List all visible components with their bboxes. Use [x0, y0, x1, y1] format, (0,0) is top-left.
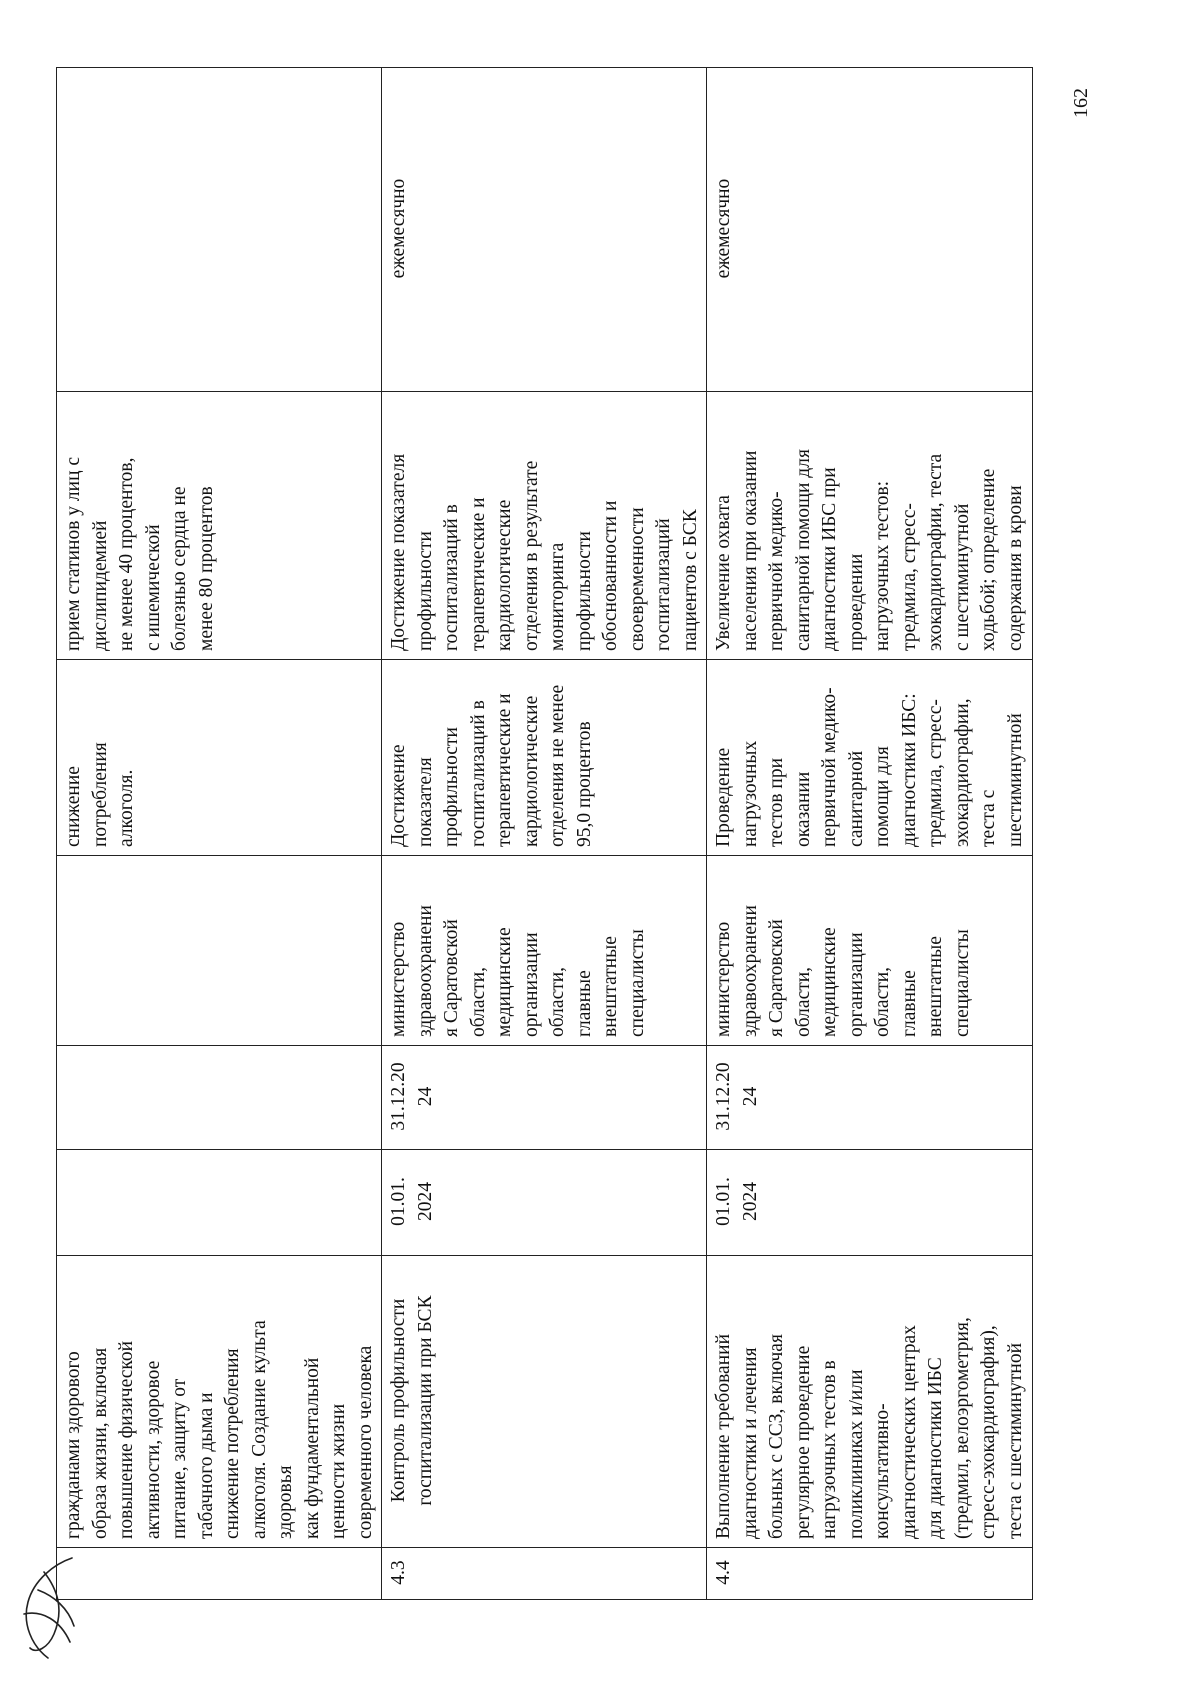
start-date-cell: 01.01. 2024 [707, 1150, 1033, 1256]
start-date-cell [57, 1150, 382, 1256]
row-number [57, 1548, 382, 1600]
indicator-cell: Увеличение охвата населения при оказании первичной медико- санитарной помощи для диагностики ИБС при проведении нагрузочных тестов: тредмила, стресс- эхокардиографии, теста с шестиминутной ходьбой; определение содержания в крови [707, 392, 1033, 660]
page-number [1070, 70, 1110, 130]
result-cell: снижение потребления алкоголя. [57, 660, 382, 856]
event-cell: Выполнение требований диагностики и лечения больных с ССЗ, включая регулярное проведение нагрузочных тестов в поликлиниках и/или консультативно- диагностических центрах для диагностики ИБС (тредмил, велоэргометрия, стресс-эхокардиография), теста с шестиминутной [707, 1256, 1033, 1548]
event-cell: Контроль профильности госпитализации при БСК [382, 1256, 707, 1548]
measures-table [56, 67, 1033, 1600]
responsible-cell: министерство здравоохранени я Саратовской области, медицинские организации области, главные внештатные специалисты [382, 856, 707, 1046]
end-date-cell: 31.12.20 24 [382, 1046, 707, 1150]
responsible-cell: министерство здравоохранени я Саратовской области, медицинские организации области, главные внештатные специалисты [707, 856, 1033, 1046]
indicator-cell: Достижение показателя профильности госпитализаций в терапевтические и кардиологические отделения в результате мониторинга профильности обоснованности и своевременности госпитализаций пациентов с БСК [382, 392, 707, 660]
end-date-cell [57, 1046, 382, 1150]
indicator-cell: прием статинов у лиц с дислипидемией не менее 40 процентов, с ишемической болезнью сердца не менее 80 процентов [57, 392, 382, 660]
table-row [57, 68, 382, 1600]
result-cell: Проведение нагрузочных тестов при оказании первичной медико- санитарной помощи для диагностики ИБС: тредмила, стресс- эхокардиографии, теста с шестиминутной [707, 660, 1033, 856]
table-row [707, 68, 1033, 1600]
rotated-table-container [56, 68, 1090, 1600]
start-date-cell: 01.01. 2024 [382, 1150, 707, 1256]
period-cell: ежемесячно [707, 68, 1033, 392]
page-number-text: 162 [1070, 88, 1092, 118]
row-number: 4.4 [707, 1548, 1033, 1600]
period-cell: ежемесячно [382, 68, 707, 392]
result-cell: Достижение показателя профильности госпитализаций в терапевтические и кардиологические отделения не менее 95,0 процентов [382, 660, 707, 856]
table-row [382, 68, 707, 1600]
handwritten-signature [14, 1550, 84, 1670]
event-cell: гражданами здорового образа жизни, включая повышение физической активности, здоровое питание, защиту от табачного дыма и снижение потребления алкоголя. Создание культа здоровья как фундаментальной ценности жизни современного человека [57, 1256, 382, 1548]
row-number: 4.3 [382, 1548, 707, 1600]
end-date-cell: 31.12.20 24 [707, 1046, 1033, 1150]
period-cell [57, 68, 382, 392]
responsible-cell [57, 856, 382, 1046]
